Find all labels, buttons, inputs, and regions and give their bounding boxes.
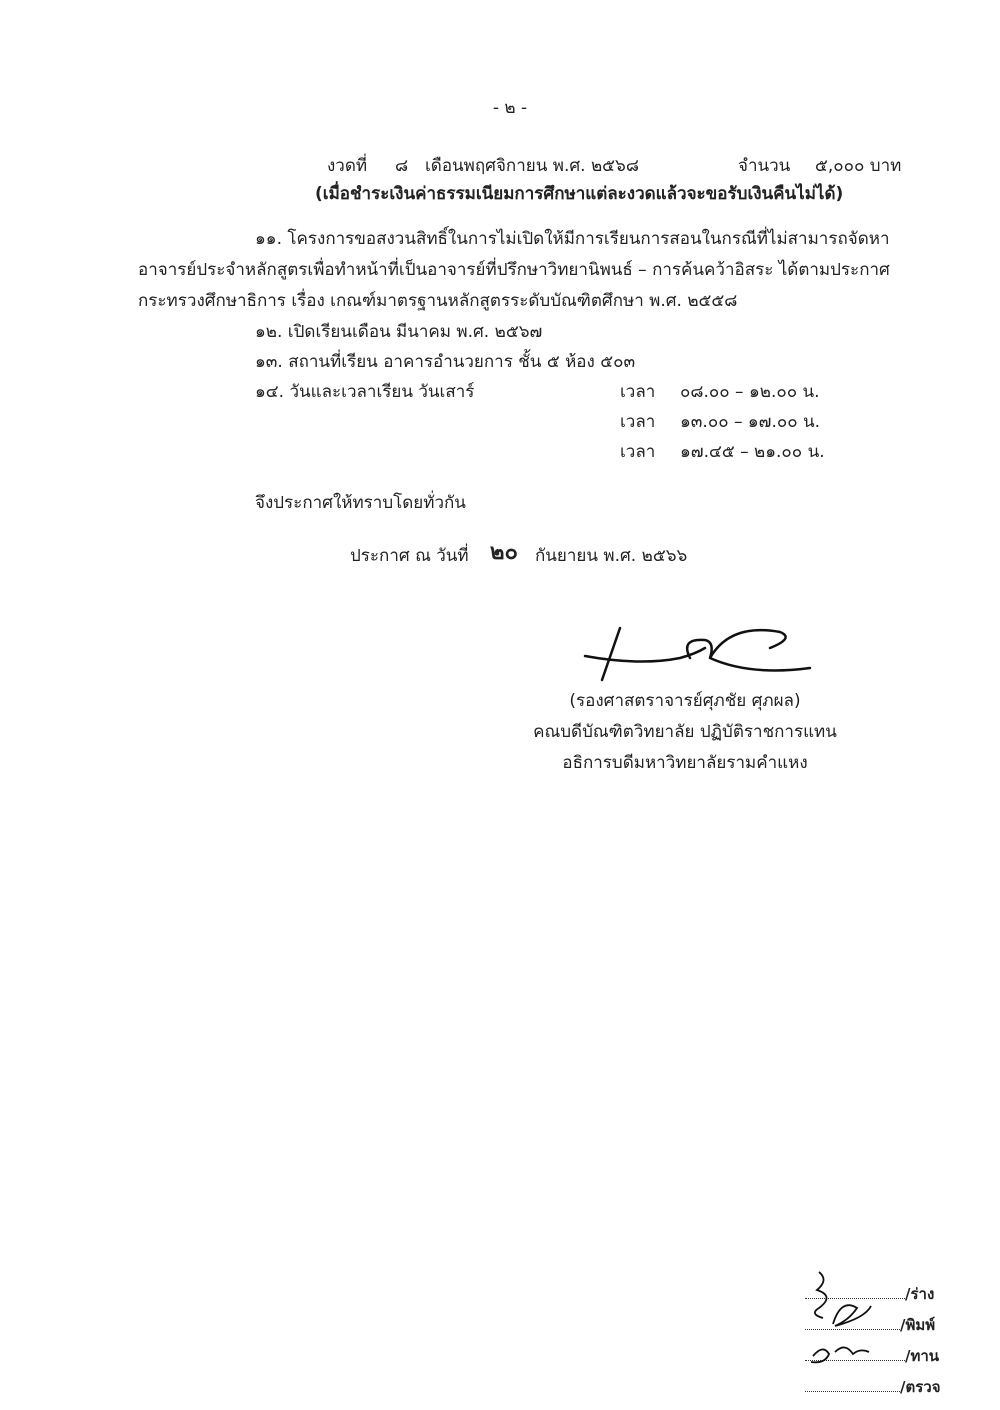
page-number: - ๒ - — [492, 98, 528, 118]
item-11-line-2: อาจารย์ประจำหลักสูตรเพื่อทำหน้าที่เป็นอาจารย์ที่ปรึกษาวิทยานิพนธ์ – การค้นคว้าอิสระ ได้ตามประกาศ — [138, 260, 890, 280]
amount-value: ๕,๐๐๐ บาท — [815, 156, 902, 176]
time-label: เวลา — [620, 382, 656, 402]
time-label: เวลา — [620, 412, 656, 432]
refund-note: (เมื่อชำระเงินค่าธรรมเนียมการศึกษาแต่ละงวดแล้วจะขอรับเงินคืนไม่ได้) — [315, 184, 844, 204]
amount-label: จำนวน — [738, 156, 791, 176]
installment-month: เดือนพฤศจิกายน พ.ศ. ๒๕๖๘ — [425, 156, 639, 176]
initials-image — [805, 1268, 885, 1388]
time-slot: ๐๘.๐๐ – ๑๒.๐๐ น. — [680, 382, 820, 402]
time-label: เวลา — [620, 442, 656, 462]
installment-number: ๘ — [395, 156, 409, 176]
signatory-title-1: คณบดีบัณฑิตวิทยาลัย ปฏิบัติราชการแทน — [533, 722, 837, 742]
signatory-title-2: อธิการบดีมหาวิทยาลัยรามคำแหง — [562, 753, 808, 773]
routing-line: /ร่าง — [805, 1284, 950, 1304]
signature-image — [580, 618, 820, 688]
routing-line: /ตรวจ — [805, 1377, 950, 1397]
installment-label: งวดที่ — [327, 156, 368, 176]
time-slot: ๑๗.๔๕ – ๒๑.๐๐ น. — [680, 442, 825, 462]
item-11-line-3: กระทรวงศึกษาธิการ เรื่อง เกณฑ์มาตรฐานหลักสูตรระดับบัณฑิตศึกษา พ.ศ. ๒๕๕๘ — [138, 291, 738, 311]
time-slot: ๑๓.๐๐ – ๑๗.๐๐ น. — [680, 412, 821, 432]
item-14-label: ๑๔. วันและเวลาเรียน วันเสาร์ — [255, 382, 475, 402]
dated-day: ๒๐ — [490, 540, 518, 565]
routing-line: /พิมพ์ — [805, 1315, 950, 1335]
dated-suffix: กันยายน พ.ศ. ๒๕๖๖ — [535, 546, 688, 566]
item-11-line-1: ๑๑. โครงการขอสงวนสิทธิ์ในการไม่เปิดให้มีการเรียนการสอนในกรณีที่ไม่สามารถจัดหา — [255, 229, 890, 249]
signatory-name: (รองศาสตราจารย์ศุภชัย ศุภผล) — [569, 691, 801, 711]
announcement: จึงประกาศให้ทราบโดยทั่วกัน — [255, 493, 466, 513]
item-13: ๑๓. สถานที่เรียน อาคารอำนวยการ ชั้น ๕ ห้อง ๕๐๓ — [255, 352, 636, 372]
routing-line: /ทาน — [805, 1346, 950, 1366]
dated-prefix: ประกาศ ณ วันที่ — [350, 546, 469, 566]
item-12: ๑๒. เปิดเรียนเดือน มีนาคม พ.ศ. ๒๕๖๗ — [255, 322, 543, 342]
